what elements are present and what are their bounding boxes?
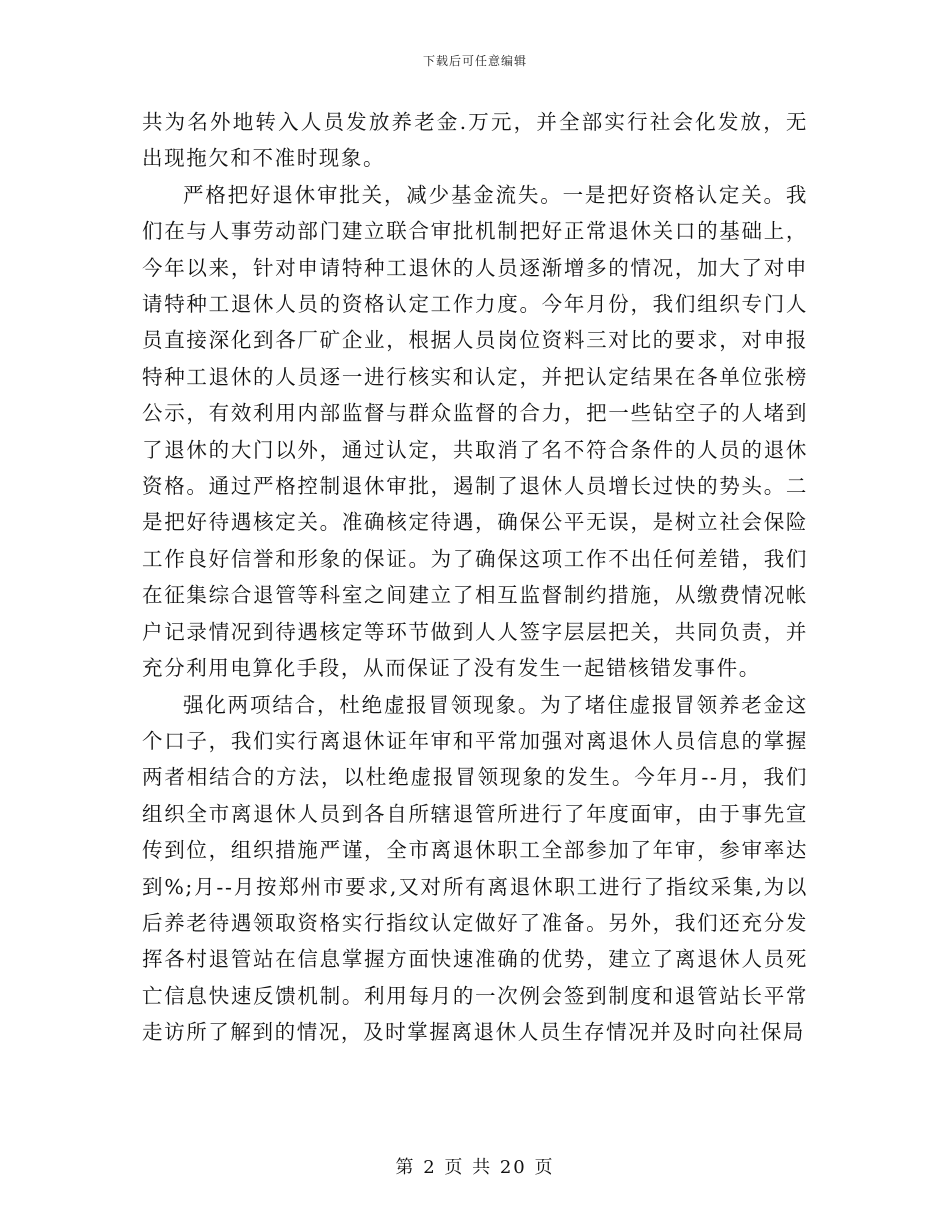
paragraph-2: 严格把好退休审批关，减少基金流失。一是把好资格认定关。我们在与人事劳动部门建立联合审批机制把好正常退休关口的基础上，今年以来，针对申请特种工退休的人员逐渐增多的情况，加大了对申请特种工退休人员的资格认定工作力度。今年月份，我们组织专门人员直接深化到各厂矿企业，根据人员岗位资料三对比的要求，对申报特种工退休的人员逐一进行核实和认定，并把认定结果在各单位张榜公示，有效利用内部监督与群众监督的合力，把一些钻空子的人堵到了退休的大门以外，通过认定，共取消了名不符合条件的人员的退休资格。通过严格控制退休审批，遏制了退休人员增长过快的势头。二是把好待遇核定关。准确核定待遇，确保公平无误，是树立社会保险工作良好信誉和形象的保证。为了确保这项工作不出任何差错，我们在征集综合退管等科室之间建立了相互监督制约措施，从缴费情况帐户记录情况到待遇核定等环节做到人人签字层层把关，共同负责，并充分利用电算化手段，从而保证了没有发生一起错核错发事件。 — [142, 182, 808, 681]
header-note: 下载后可任意编辑 — [422, 54, 527, 68]
page-number-footer: 第 2 页 共 20 页 — [395, 1157, 555, 1178]
paragraph-1: 共为名外地转入人员发放养老金.万元，并全部实行社会化发放，无出现拖欠和不准时现象。 — [142, 110, 808, 171]
paragraph-3: 强化两项结合，杜绝虚报冒领现象。为了堵住虚报冒领养老金这个口子，我们实行离退休证年审和平常加强对离退休人员信息的掌握两者相结合的方法，以杜绝虚报冒领现象的发生。今年月--月，我们组织全市离退休人员到各自所辖退管所进行了年度面审，由于事先宣传到位，组织措施严谨，全市离退休职工全部参加了年审，参审率达到%;月--月按郑州市要求,又对所有离退休职工进行了指纹采集,为以后养老待遇领取资格实行指纹认定做好了准备。另外，我们还充分发挥各村退管站在信息掌握方面快速准确的优势，建立了离退休人员死亡信息快速反馈机制。利用每月的一次例会签到制度和退管站长平常走访所了解到的情况，及时掌握离退休人员生存情况并及时向社保局 — [142, 692, 808, 1045]
document-body — [142, 104, 808, 1051]
